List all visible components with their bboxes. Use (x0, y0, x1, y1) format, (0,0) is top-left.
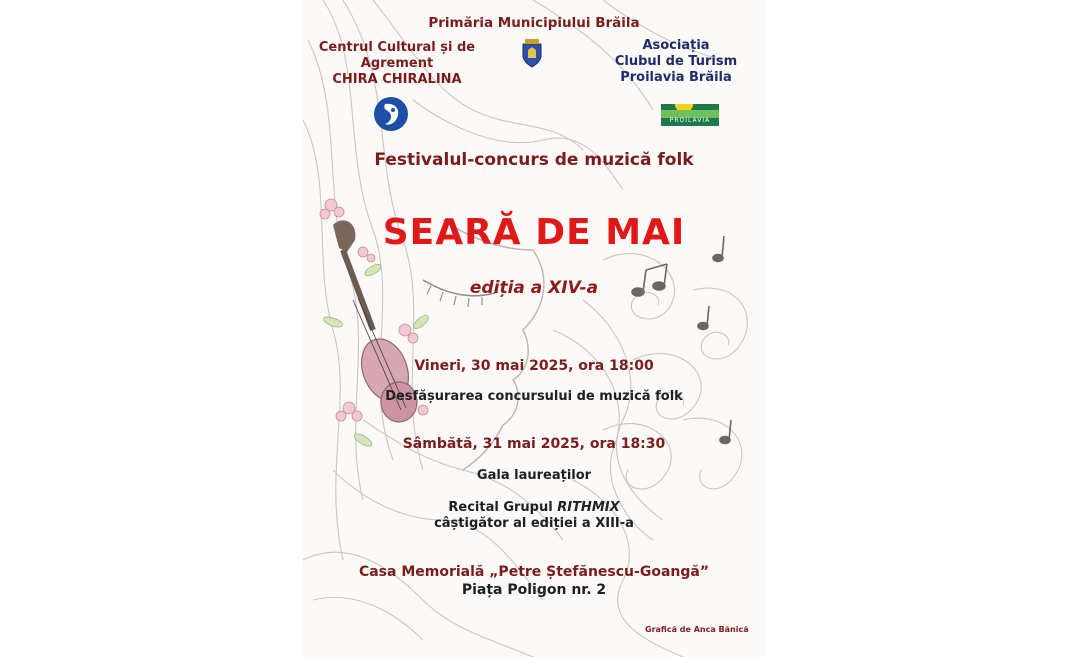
day2-event: Gala laureaților (476, 468, 592, 483)
braila-coat-of-arms-icon (521, 38, 543, 68)
artwork-credit: Grafică de Anca Bănică (645, 625, 749, 634)
recital-group-name: RITHMIX (557, 500, 620, 515)
left-org-line-1: Centrul Cultural și de (318, 40, 476, 55)
day1-date: Vineri, 30 mai 2025, ora 18:00 (414, 358, 654, 374)
edition-label: ediția a XIV-a (469, 278, 599, 298)
right-organization (601, 38, 751, 86)
proilavia-logo (661, 104, 719, 126)
venue-name: Casa Memorială „Petre Ștefănescu-Goangă” (358, 564, 710, 580)
festival-subtitle: Festivalul-concurs de muzică folk (374, 150, 694, 170)
recital-line (303, 500, 765, 516)
chira-chiralina-logo-icon (373, 96, 409, 132)
main-title: SEARĂ DE MAI (382, 212, 686, 253)
right-org-line-3: Proilavia Brăila (620, 70, 732, 85)
venue-address: Piața Poligon nr. 2 (461, 582, 607, 598)
recital-note: câștigător al ediției a XIII-a (434, 516, 634, 531)
day2-date: Sâmbătă, 31 mai 2025, ora 18:30 (402, 436, 666, 452)
left-organization (311, 40, 483, 88)
proilavia-logo-text: PROILAVIA (669, 117, 711, 124)
recital-prefix: Recital Grupul (448, 500, 553, 515)
day1-event: Desfășurarea concursului de muzică folk (385, 389, 683, 404)
primaria-title: Primăria Municipiului Brăila (428, 15, 640, 31)
recital-block (303, 500, 765, 532)
right-org-line-2: Clubul de Turism (614, 54, 738, 69)
left-org-line-2: Agrement (360, 56, 434, 71)
left-org-line-3: CHIRA CHIRALINA (332, 72, 462, 87)
poster (303, 0, 765, 657)
right-org-line-1: Asociația (642, 38, 710, 53)
